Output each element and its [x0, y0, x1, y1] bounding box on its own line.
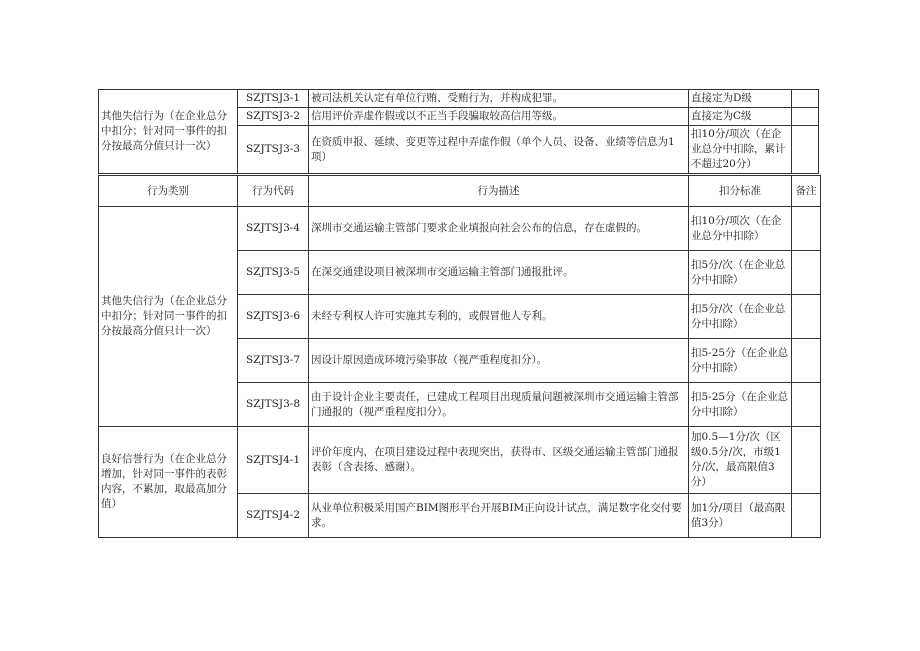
code-cell: SZJTSJ3-6	[238, 295, 309, 339]
code-cell: SZJTSJ3-8	[238, 383, 309, 427]
desc-cell: 被司法机关认定有单位行贿、受贿行为，并构成犯罪。	[309, 90, 689, 108]
note-cell	[792, 207, 821, 251]
note-cell	[792, 339, 821, 383]
std-cell: 扣10分/项次（在企业总分中扣除，累计不超过20分）	[689, 126, 792, 174]
std-cell: 扣5-25分（在企业总分中扣除）	[689, 339, 792, 383]
header-note: 备注	[792, 176, 821, 207]
desc-cell: 从业单位积极采用国产BIM图形平台开展BIM正向设计试点，满足数字化交付要求。	[309, 494, 689, 538]
desc-cell: 因设计原因造成环境污染事故（视严重程度扣分）。	[309, 339, 689, 383]
code-cell: SZJTSJ3-7	[238, 339, 309, 383]
std-cell: 加1分/项目（最高限值3分）	[689, 494, 792, 538]
desc-cell: 在深交通建设项目被深圳市交通运输主管部门通报批评。	[309, 251, 689, 295]
table-row	[99, 427, 821, 494]
table-header-row	[99, 176, 821, 207]
note-cell	[792, 90, 819, 108]
desc-cell: 深圳市交通运输主管部门要求企业填报向社会公布的信息，存在虚假的。	[309, 207, 689, 251]
category-cell: 良好信誉行为（在企业总分增加，针对同一事件的表彰内容，不累加，取最高加分值）	[99, 427, 238, 538]
note-cell	[792, 251, 821, 295]
table-row	[99, 90, 819, 108]
note-cell	[792, 295, 821, 339]
code-cell: SZJTSJ3-3	[238, 126, 309, 174]
note-cell	[792, 126, 819, 174]
header-category: 行为类别	[99, 176, 238, 207]
desc-cell: 在资质申报、延续、变更等过程中弄虚作假（单个人员、设备、业绩等信息为1项）	[309, 126, 689, 174]
code-cell: SZJTSJ3-4	[238, 207, 309, 251]
behavior-table	[98, 175, 821, 538]
desc-cell: 评价年度内，在项目建设过程中表现突出，获得市、区级交通运输主管部门通报表彰（含表扬、感谢）。	[309, 427, 689, 494]
std-cell: 直接定为C级	[689, 108, 792, 126]
code-cell: SZJTSJ3-2	[238, 108, 309, 126]
code-cell: SZJTSJ4-2	[238, 494, 309, 538]
category-cell: 其他失信行为（在企业总分中扣分；针对同一事件的扣分按最高分值只计一次）	[99, 207, 238, 427]
table-row	[99, 207, 821, 251]
note-cell	[792, 427, 821, 494]
code-cell: SZJTSJ4-1	[238, 427, 309, 494]
note-cell	[792, 494, 821, 538]
std-cell: 扣10分/项次（在企业总分中扣除）	[689, 207, 792, 251]
category-cell: 其他失信行为（在企业总分中扣分；针对同一事件的扣分按最高分值只计一次）	[99, 90, 238, 174]
top-continuation-table	[98, 89, 819, 174]
code-cell: SZJTSJ3-1	[238, 90, 309, 108]
header-code: 行为代码	[238, 176, 309, 207]
std-cell: 扣5分/次（在企业总分中扣除）	[689, 295, 792, 339]
std-cell: 加0.5—1分/次（区级0.5分/次，市级1分/次，最高限值3分）	[689, 427, 792, 494]
desc-cell: 未经专利权人许可实施其专利的，或假冒他人专利。	[309, 295, 689, 339]
header-std: 扣分标准	[689, 176, 792, 207]
note-cell	[792, 108, 819, 126]
desc-cell: 信用评价弄虚作假或以不正当手段骗取较高信用等级。	[309, 108, 689, 126]
note-cell	[792, 383, 821, 427]
std-cell: 直接定为D级	[689, 90, 792, 108]
code-cell: SZJTSJ3-5	[238, 251, 309, 295]
std-cell: 扣5分/次（在企业总分中扣除）	[689, 251, 792, 295]
desc-cell: 由于设计企业主要责任，已建成工程项目出现质量问题被深圳市交通运输主管部门通报的（视严重程度扣分）。	[309, 383, 689, 427]
std-cell: 扣5-25分（在企业总分中扣除）	[689, 383, 792, 427]
header-desc: 行为描述	[309, 176, 689, 207]
